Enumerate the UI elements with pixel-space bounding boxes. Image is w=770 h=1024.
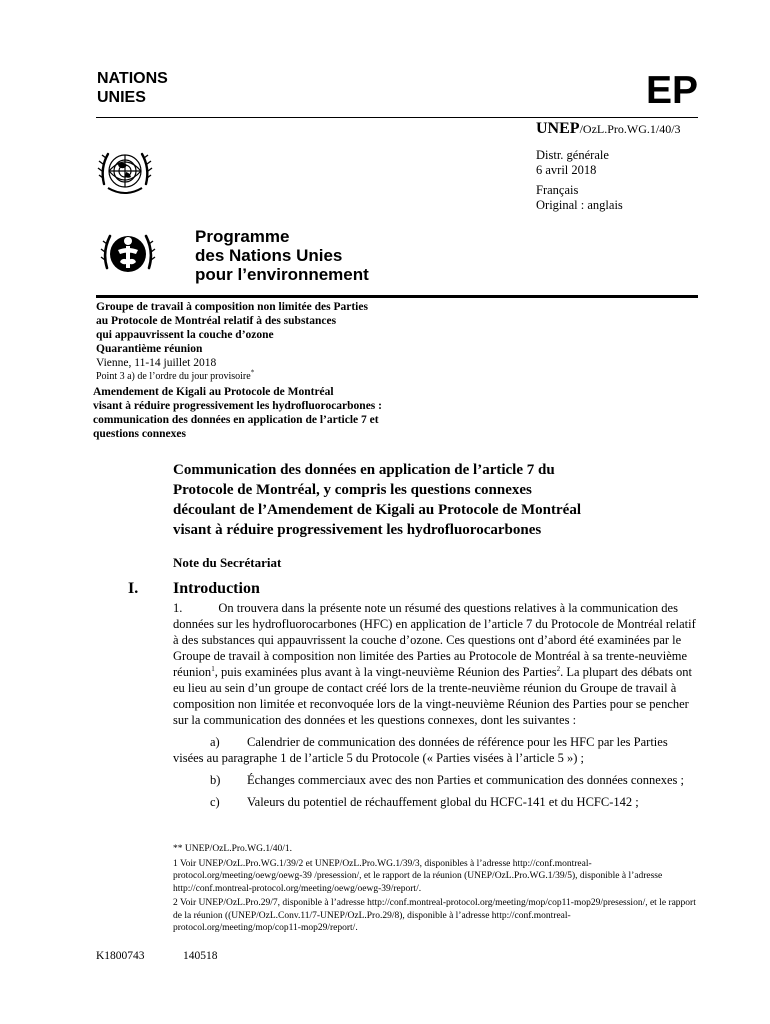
- footnote-ref-1: 1: [211, 664, 215, 673]
- agenda-title-line2: visant à réduire progressivement les hydrofluorocarbones :: [93, 400, 382, 412]
- language: Français: [536, 183, 579, 197]
- programme-line2: des Nations Unies: [195, 246, 343, 265]
- list-item-text: Calendrier de communication des données de référence pour les HFC par les Parties visées au paragraphe 1 de l’article 5 du Protocole (« Parties visées à l’article 5 ») ;: [173, 735, 668, 765]
- section-number: I.: [128, 580, 139, 597]
- secretariat-note: Note du Secrétariat: [173, 555, 282, 570]
- paragraph-1-part-c: . La plupart des débats ont eu lieu au sein d’un groupe de contact créé lors de la trente-neuvième réunion du Groupe de travail à composition non limitée et reconvoquée lors de la vingt-neuvième Réunion des Parties pour se pencher sur la communication des données et les questions connexes, dont les suivantes :: [173, 665, 693, 727]
- list-item-b: [173, 772, 698, 788]
- section-title: Introduction: [173, 580, 260, 597]
- meeting-session: Quarantième réunion: [96, 343, 203, 355]
- org-name-line2: UNIES: [97, 89, 146, 106]
- list-item-text: Valeurs du potentiel de réchauffement global du HCFC-141 et du HCFC-142 ;: [247, 795, 639, 809]
- footnote-ref-2: 2: [556, 664, 561, 673]
- agenda-item-mark: *: [250, 368, 255, 377]
- document-title-line2: Protocole de Montréal, y compris les questions connexes: [173, 482, 532, 498]
- document-title-line3: découlant de l’Amendement de Kigali au Protocole de Montréal: [173, 502, 582, 518]
- symbol-ref: /OzL.Pro.WG.1/40/3: [579, 122, 681, 136]
- programme-line3: pour l’environnement: [195, 265, 369, 284]
- original-language: Original : anglais: [536, 198, 623, 212]
- issue-date: 6 avril 2018: [536, 163, 597, 177]
- agenda-title-line3: communication des données en application de l’article 7 et: [93, 414, 379, 426]
- symbol-prefix: UNEP: [536, 120, 580, 137]
- programme-title: [195, 227, 369, 284]
- job-number: K1800743: [96, 950, 145, 962]
- distribution: Distr. générale: [536, 148, 609, 162]
- meeting-line3: qui appauvrissent la couche d’ozone: [96, 329, 274, 341]
- list-item-label: a): [210, 735, 220, 749]
- agenda-title-line1: Amendement de Kigali au Protocole de Montréal: [93, 386, 334, 398]
- ep-mark: EP: [645, 69, 698, 112]
- footnote-2: 2 Voir UNEP/OzL.Pro.29/7, disponible à l’adresse http://conf.montreal-protocol.org/meeting/mop/cop11-mop29/presession/, et le rapport de la réunion ((UNEP/OzL.Conv.11/7-UNEP/OzL.Pro.29/8), disponible à l’adresse http://conf.montreal-protocol.org/meeting/mop/cop11-mop29/report/.: [173, 898, 696, 933]
- list-item-a: [173, 734, 698, 766]
- meeting-line1: Groupe de travail à composition non limitée des Parties: [96, 301, 368, 313]
- meeting-block: [96, 300, 368, 384]
- org-name: [97, 69, 168, 107]
- org-name-line1: NATIONS: [97, 70, 168, 87]
- document-title-line4: visant à réduire progressivement les hydrofluorocarbones: [173, 522, 542, 538]
- meeting-place-date: Vienne, 11-14 juillet 2018: [96, 357, 217, 369]
- paragraph-1: [173, 600, 698, 728]
- date-code: 140518: [183, 950, 218, 962]
- list-item-text: Échanges commerciaux avec des non Parties et communication des données connexes ;: [247, 773, 685, 787]
- agenda-item: [96, 370, 368, 384]
- document-title: [173, 460, 693, 540]
- footnotes: [173, 843, 698, 937]
- un-emblem-icon: [96, 144, 154, 202]
- body-content: [173, 600, 698, 810]
- agenda-title: [93, 385, 433, 441]
- paragraph-number: 1.: [173, 601, 183, 615]
- paragraph-1-part-a: On trouvera dans la présente note un résumé des questions relatives à la communication des données sur les hydrofluorocarbones (HFC) en application de l’article 7 du Protocole de Montréal relatif à des substances qui appauvrissent la couche d’ozone. Ces questions ont d’abord été examinées par le Groupe de travail à composition non limitée des Parties au Protocole de Montréal à sa trente-neuvième réunion: [173, 601, 696, 679]
- unep-logo-icon: [100, 224, 156, 280]
- programme-rule: [96, 295, 698, 298]
- footnote-star: ** UNEP/OzL.Pro.WG.1/40/1.: [173, 844, 293, 854]
- meeting-line2: au Protocole de Montréal relatif à des substances: [96, 315, 337, 327]
- list-item-label: c): [210, 795, 220, 809]
- paragraph-1-part-b: , puis examinées plus avant à la vingt-neuvième Réunion des Parties: [214, 665, 557, 679]
- agenda-title-line4: questions connexes: [93, 428, 186, 440]
- list-item-label: b): [210, 773, 221, 787]
- language-block: [536, 183, 623, 213]
- document-title-line1: Communication des données en application de l’article 7 du: [173, 462, 555, 478]
- list-item-c: [173, 794, 698, 810]
- agenda-item-text: Point 3 a) de l’ordre du jour provisoire: [96, 371, 251, 382]
- header-rule: [96, 117, 698, 118]
- document-symbol: [536, 120, 681, 138]
- programme-line1: Programme: [195, 227, 290, 246]
- distribution-block: [536, 148, 609, 178]
- footnote-1: 1 Voir UNEP/OzL.Pro.WG.1/39/2 et UNEP/OzL.Pro.WG.1/39/3, disponibles à l’adresse http://conf.montreal-protocol.org/meeting/oewg/oewg-39 /presession/, et le rapport de la réunion (UNEP/OzL.Pro.WG.1/39/5), disponible à l’adresse http://conf.montreal-protocol.org/meeting/oewg/oewg-39/report/.: [173, 858, 663, 894]
